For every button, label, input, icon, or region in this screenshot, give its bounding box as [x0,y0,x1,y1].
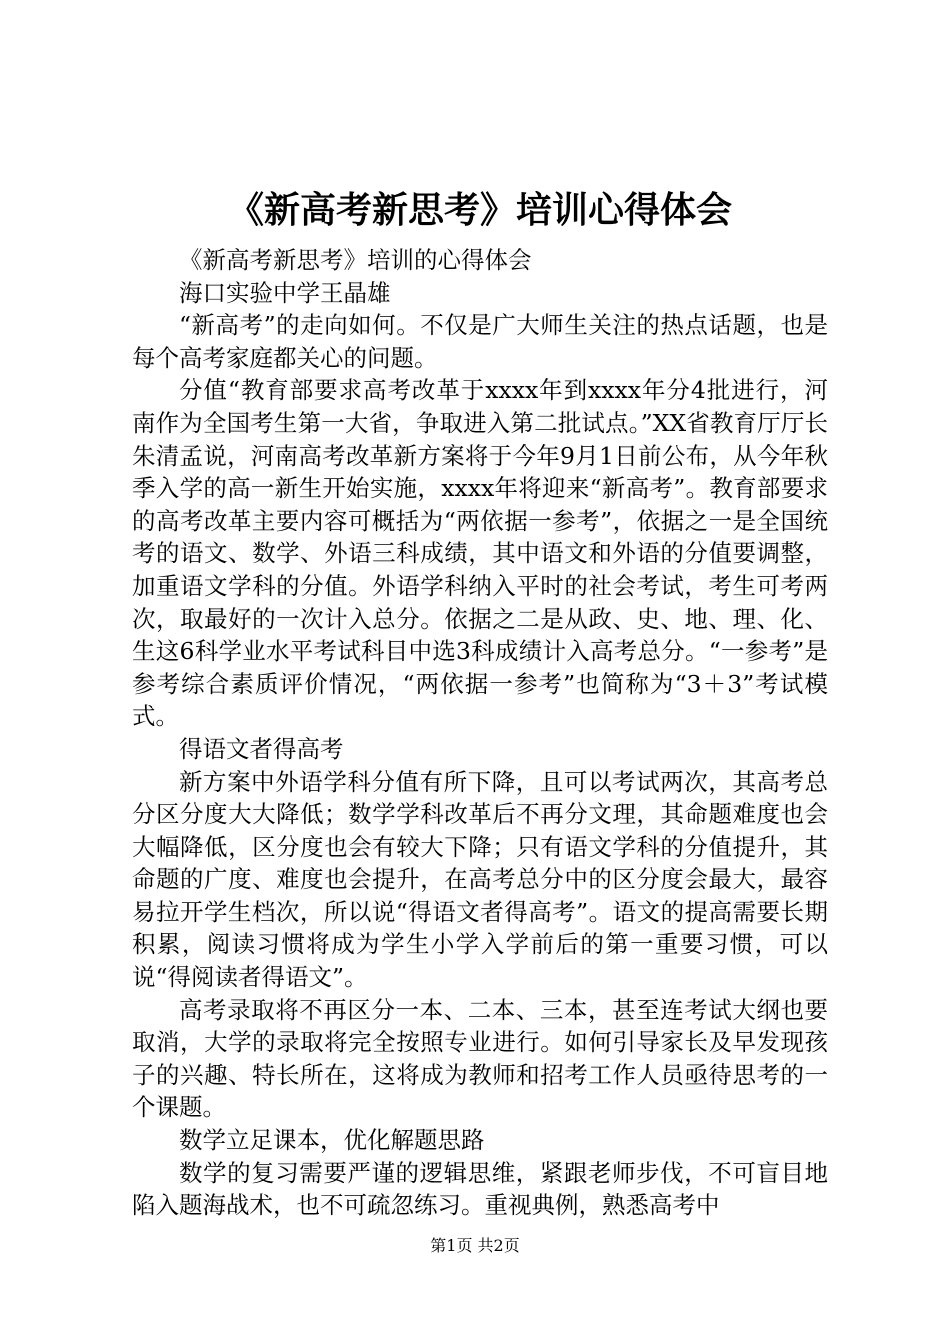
paragraph-author: 海口实验中学王晶雄 [179,278,391,307]
section-heading-math: 数学立足课本，优化解题思路 [179,1126,485,1155]
paragraph-subtitle: 《新高考新思考》培训的心得体会 [179,246,532,274]
document-title: 《新高考新思考》培训心得体会 [227,189,732,231]
paragraph-intro: “新高考”的走向如何。不仅是广大师生关注的热点话题，也是每个高考家庭都关心的问题。 [132,311,828,372]
document-page [132,186,828,1222]
paragraph-admission: 高考录取将不再区分一本、二本、三本，甚至连考试大纲也要取消，大学的录取将完全按照专业进行。如何引导家长及早发现孩子的兴趣、特长所在，这将成为教师和招考工作人员亟待思考的一个课题。 [132,995,828,1122]
paragraph-math: 数学的复习需要严谨的逻辑思维，紧跟老师步伐，不可盲目地陷入题海战术，也不可疏忽练习。重视典例，熟悉高考中 [132,1158,828,1220]
page-footer: 第1页 共2页 [430,1236,520,1255]
section-heading-chinese: 得语文者得高考 [179,734,344,763]
paragraph-chinese: 新方案中外语学科分值有所下降，且可以考试两次，其高考总分区分度大大降低；数学学科改革后不再分文理，其命题难度也会大幅降低，区分度也会有较大下降；只有语文学科的分值提升，其命题的广度、难度也会提升，在高考总分中的区分度会最大，最容易拉开学生档次，所以说“得语文者得高考”。语文的提高需要长期积累，阅读习惯将成为学生小学入学前后的第一重要习惯，可以说“得阅读者得语文”。 [132,767,828,992]
paragraph-scores: 分值“教育部要求高考改革于xxxx年到xxxx年分4批进行，河南作为全国考生第一大省，争取进入第二批试点。”XX省教育厅厅长朱清孟说，河南高考改革新方案将于今年9月1日前公布，从今年秋季入学的高一新生开始实施，xxxx年将迎来“新高考”。教育部要求的高考改革主要内容可概括为“两依据一参考”，依据之一是全国统考的语文、数学、外语三科成绩，其中语文和外语的分值要调整，加重语文学科的分值。外语学科纳入平时的社会考试，考生可考两次，取最好的一次计入总分。依据之二是从政、史、地、理、化、生这6科学业水平考试科目中选3科成绩计入高考总分。“一参考”是参考综合素质评价情况，“两依据一参考”也简称为“3＋3”考试模式。 [132,376,828,731]
